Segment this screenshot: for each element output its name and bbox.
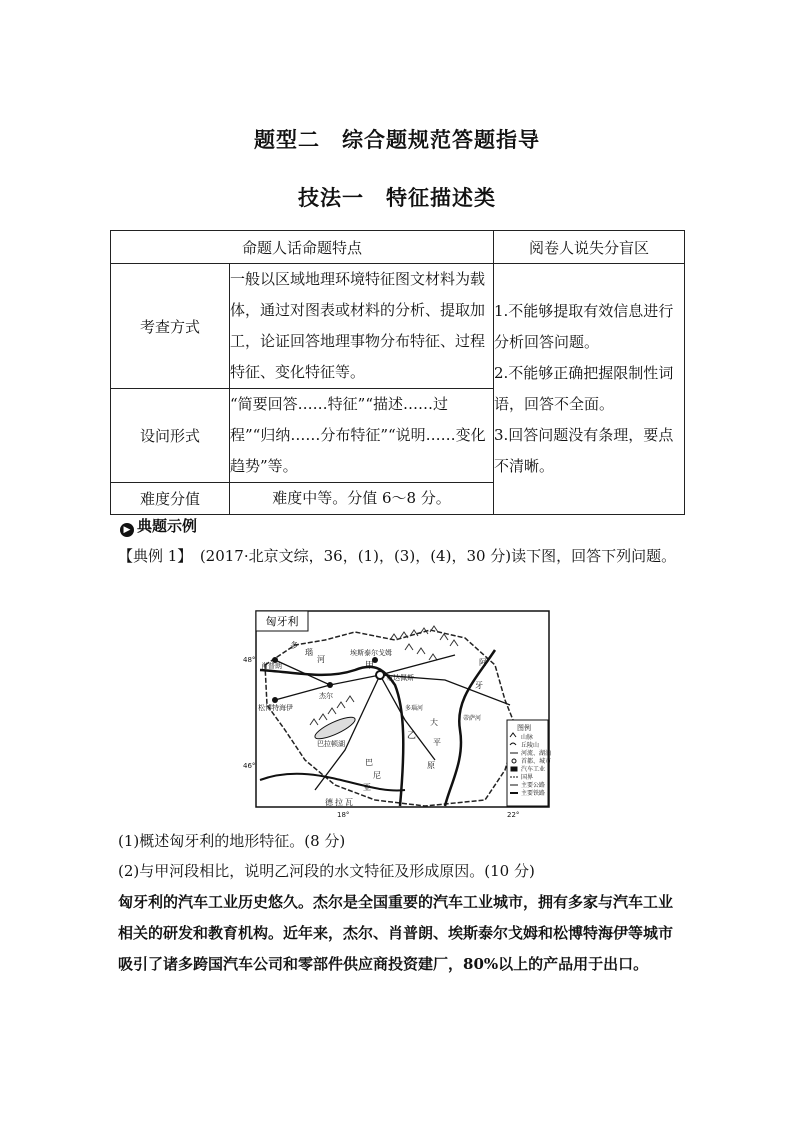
svg-text:大: 大: [430, 718, 438, 727]
svg-text:多瑙河: 多瑙河: [405, 705, 424, 712]
svg-text:布达佩斯: 布达佩斯: [386, 674, 414, 682]
svg-text:图例: 图例: [517, 724, 531, 732]
svg-text:乙: 乙: [407, 731, 417, 741]
svg-text:平: 平: [433, 738, 441, 747]
svg-text:46°: 46°: [243, 762, 256, 770]
play-icon: ▶: [120, 523, 134, 537]
map-title: 匈牙利: [265, 615, 299, 628]
svg-text:山脉: 山脉: [521, 734, 534, 741]
material-text: 匈牙利的汽车工业历史悠久。杰尔是全国重要的汽车工业城市，拥有多家与汽车工业相关的研发和教育机构。近年来，杰尔、肖普朗、埃斯泰尔戈姆和松博特海伊等城市吸引了诸多跨国汽车公司和零部件供应商投资建厂，80%以上的产品用于出口。: [118, 893, 674, 973]
table-header-left: 命题人话命题特点: [111, 231, 494, 264]
svg-text:肖普朗: 肖普朗: [261, 662, 282, 670]
svg-text:18°: 18°: [337, 811, 350, 819]
error-list: [494, 264, 685, 515]
svg-text:拉: 拉: [335, 798, 343, 807]
row-label: 设问形式: [111, 389, 230, 483]
svg-text:亚: 亚: [363, 783, 371, 792]
svg-text:主要铁路: 主要铁路: [521, 790, 546, 797]
svg-text:蒂萨河: 蒂萨河: [463, 715, 482, 722]
svg-text:瑙: 瑙: [305, 648, 313, 657]
svg-text:国界: 国界: [521, 774, 534, 781]
svg-text:汽车工业: 汽车工业: [521, 766, 546, 773]
question-2: (2)与甲河段相比，说明乙河段的水文特征及形成原因。(10 分): [118, 862, 535, 880]
hungary-map: [243, 610, 552, 820]
svg-text:松博特海伊: 松博特海伊: [258, 704, 293, 712]
error-item: 1.不能够提取有效信息进行分析回答问题。: [494, 302, 674, 351]
section-label: ▶ 典题示例: [120, 515, 197, 537]
svg-text:阿: 阿: [479, 658, 487, 667]
svg-text:河: 河: [317, 655, 325, 664]
svg-text:22°: 22°: [507, 811, 520, 819]
svg-text:丘陵山: 丘陵山: [521, 742, 540, 749]
svg-text:埃斯泰尔戈姆: 埃斯泰尔戈姆: [350, 649, 392, 657]
svg-text:巴: 巴: [365, 758, 373, 767]
error-item: 3.回答问题没有条理，要点不清晰。: [494, 426, 674, 475]
example-intro: [118, 541, 678, 572]
svg-text:首都、城市: 首都、城市: [521, 758, 552, 765]
example-tag: 【典例 1】: [118, 547, 185, 565]
row-label: 难度分值: [111, 483, 230, 515]
svg-text:牙: 牙: [475, 681, 483, 690]
svg-text:多: 多: [290, 641, 298, 650]
example-text: (2017·北京文综，36，(1)，(3)，(4)，30 分)读下图，回答下列问题。: [199, 547, 677, 565]
svg-text:尼: 尼: [373, 771, 381, 780]
row-content: 一般以区域地理环境特征图文材料为载体，通过对图表或材料的分析、提取加工，论证回答地理事物分布特征、过程特征、变化特征等。: [230, 264, 494, 389]
row-content: “简要回答……特征”“描述……过程”“归纳……分布特征”“说明……变化趋势”等。: [230, 389, 494, 483]
svg-text:河流、湖泊: 河流、湖泊: [521, 750, 552, 757]
svg-text:原: 原: [427, 761, 435, 770]
svg-text:48°: 48°: [243, 656, 256, 664]
svg-text:德: 德: [325, 798, 333, 807]
svg-text:瓦: 瓦: [345, 798, 353, 807]
error-item: 2.不能够正确把握限制性词语，回答不全面。: [494, 364, 674, 413]
table-row: [111, 264, 685, 389]
section-title: 技法一 特征描述类: [298, 185, 496, 210]
svg-text:杰尔: 杰尔: [319, 692, 333, 700]
row-label: 考查方式: [111, 264, 230, 389]
svg-text:巴拉顿湖: 巴拉顿湖: [317, 740, 345, 748]
table-header-right: 阅卷人说失分盲区: [494, 231, 685, 264]
svg-text:甲: 甲: [365, 661, 375, 671]
feature-table: [110, 230, 685, 515]
svg-text:主要公路: 主要公路: [521, 782, 546, 789]
row-content: 难度中等。分值 6～8 分。: [230, 483, 494, 515]
page-title: 题型二 综合题规范答题指导: [254, 127, 540, 152]
map-legend: [507, 720, 551, 806]
question-1: (1)概述匈牙利的地形特征。(8 分): [118, 832, 346, 850]
